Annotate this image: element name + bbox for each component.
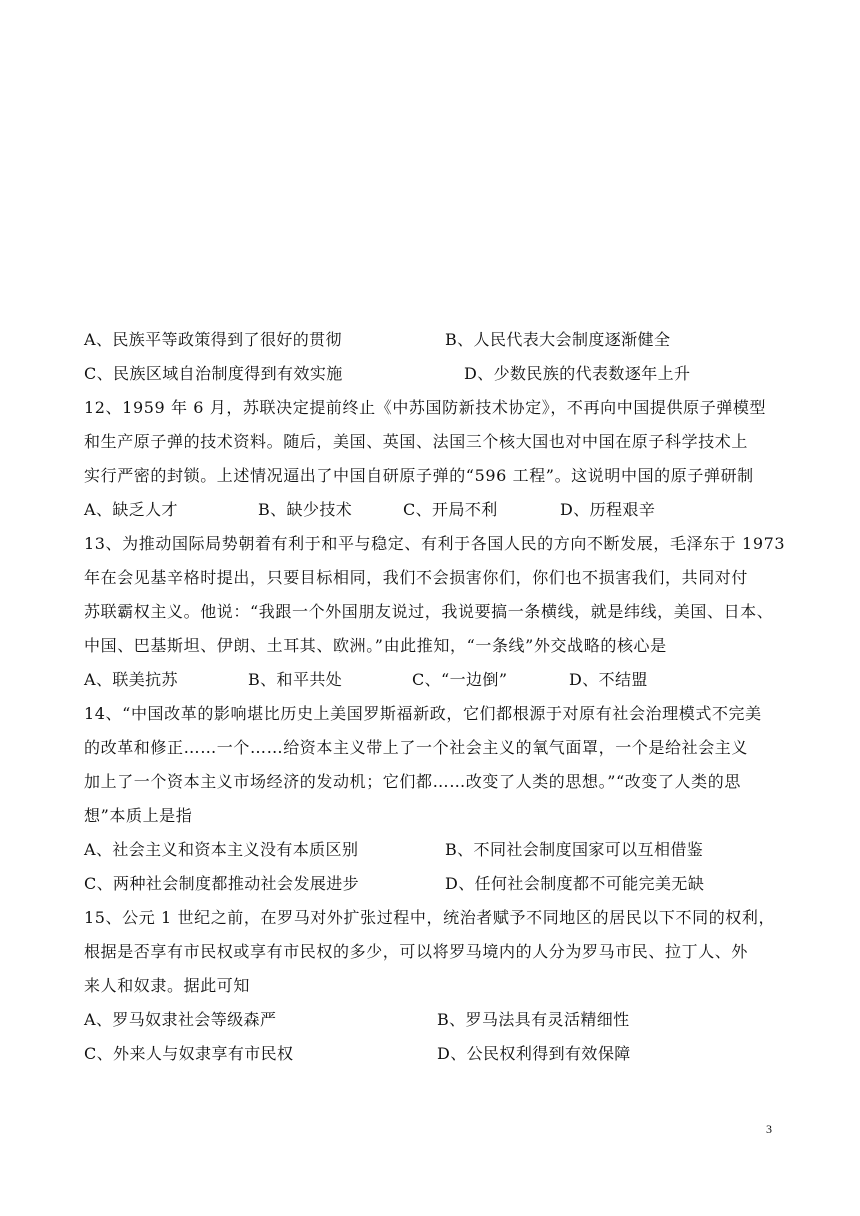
q11-option-c: C、民族区域自治制度得到有效实施 xyxy=(84,364,343,383)
q13-stem-line-2: 年在会见基辛格时提出，只要目标相同，我们不会损害你们，你们也不损害我们，共同对付 xyxy=(84,568,749,587)
q12-stem-line-2: 和生产原子弹的技术资料。随后，美国、英国、法国三个核大国也对中国在原子科学技术上 xyxy=(84,432,749,451)
q15-stem-line-2: 根据是否享有市民权或享有市民权的多少，可以将罗马境内的人分为罗马市民、拉丁人、外 xyxy=(84,942,749,961)
q14-option-c: C、两种社会制度都推动社会发展进步 xyxy=(84,874,360,893)
q12-stem-line-1: 12、1959 年 6 月，苏联决定提前终止《中苏国防新技术协定》，不再向中国提供原子弹模型 xyxy=(84,398,767,417)
q14-stem-line-3: 加上了一个资本主义市场经济的发动机；它们都……改变了人类的思想。”“改变了人类的思 xyxy=(84,772,741,791)
q13-option-a: A、联美抗苏 xyxy=(84,670,178,689)
q12-option-b: B、缺少技术 xyxy=(258,500,353,519)
q14-stem-line-2: 的改革和修正……一个……给资本主义带上了一个社会主义的氧气面罩，一个是给社会主义 xyxy=(84,738,749,757)
q11-option-a: A、民族平等政策得到了很好的贯彻 xyxy=(84,330,342,349)
q12-stem-line-3: 实行严密的封锁。上述情况逼出了中国自研原子弹的“596 工程”。这说明中国的原子弹研制 xyxy=(84,466,754,485)
q14-option-b: B、不同社会制度国家可以互相借鉴 xyxy=(445,840,704,859)
q13-option-c: C、“一边倒” xyxy=(412,670,508,689)
q14-option-a: A、社会主义和资本主义没有本质区别 xyxy=(84,840,359,859)
q11-option-b: B、人民代表大会制度逐渐健全 xyxy=(445,330,671,349)
q13-stem-line-1: 13、为推动国际局势朝着有利于和平与稳定、有利于各国人民的方向不断发展，毛泽东于 1973 xyxy=(84,534,786,553)
q15-option-a: A、罗马奴隶社会等级森严 xyxy=(84,1010,277,1029)
q12-option-a: A、缺乏人才 xyxy=(84,500,178,519)
q13-option-b: B、和平共处 xyxy=(248,670,343,689)
q15-stem-line-1: 15、公元 1 世纪之前，在罗马对外扩张过程中，统治者赋予不同地区的居民以下不同的权利， xyxy=(84,908,776,927)
q15-stem-line-3: 来人和奴隶。据此可知 xyxy=(84,976,251,995)
q14-stem-line-1: 14、“中国改革的影响堪比历史上美国罗斯福新政，它们都根源于对原有社会治理模式不完美 xyxy=(84,704,762,723)
q12-option-c: C、开局不利 xyxy=(403,500,498,519)
page-number: 3 xyxy=(766,1122,772,1136)
q15-option-c: C、外来人与奴隶享有市民权 xyxy=(84,1044,294,1063)
q15-option-d: D、公民权利得到有效保障 xyxy=(437,1044,631,1063)
q11-option-d: D、少数民族的代表数逐年上升 xyxy=(464,364,691,383)
q14-stem-line-4: 想”本质上是指 xyxy=(84,806,193,825)
q14-option-d: D、任何社会制度都不可能完美无缺 xyxy=(445,874,705,893)
q15-option-b: B、罗马法具有灵活精细性 xyxy=(437,1010,630,1029)
q13-option-d: D、不结盟 xyxy=(569,670,648,689)
q13-stem-line-3: 苏联霸权主义。他说：“我跟一个外国朋友说过，我说要搞一条横线，就是纬线，美国、日本、 xyxy=(84,602,774,621)
q12-option-d: D、历程艰辛 xyxy=(560,500,656,519)
q13-stem-line-4: 中国、巴基斯坦、伊朗、土耳其、欧洲。”由此推知，“一条线”外交战略的核心是 xyxy=(84,636,667,655)
